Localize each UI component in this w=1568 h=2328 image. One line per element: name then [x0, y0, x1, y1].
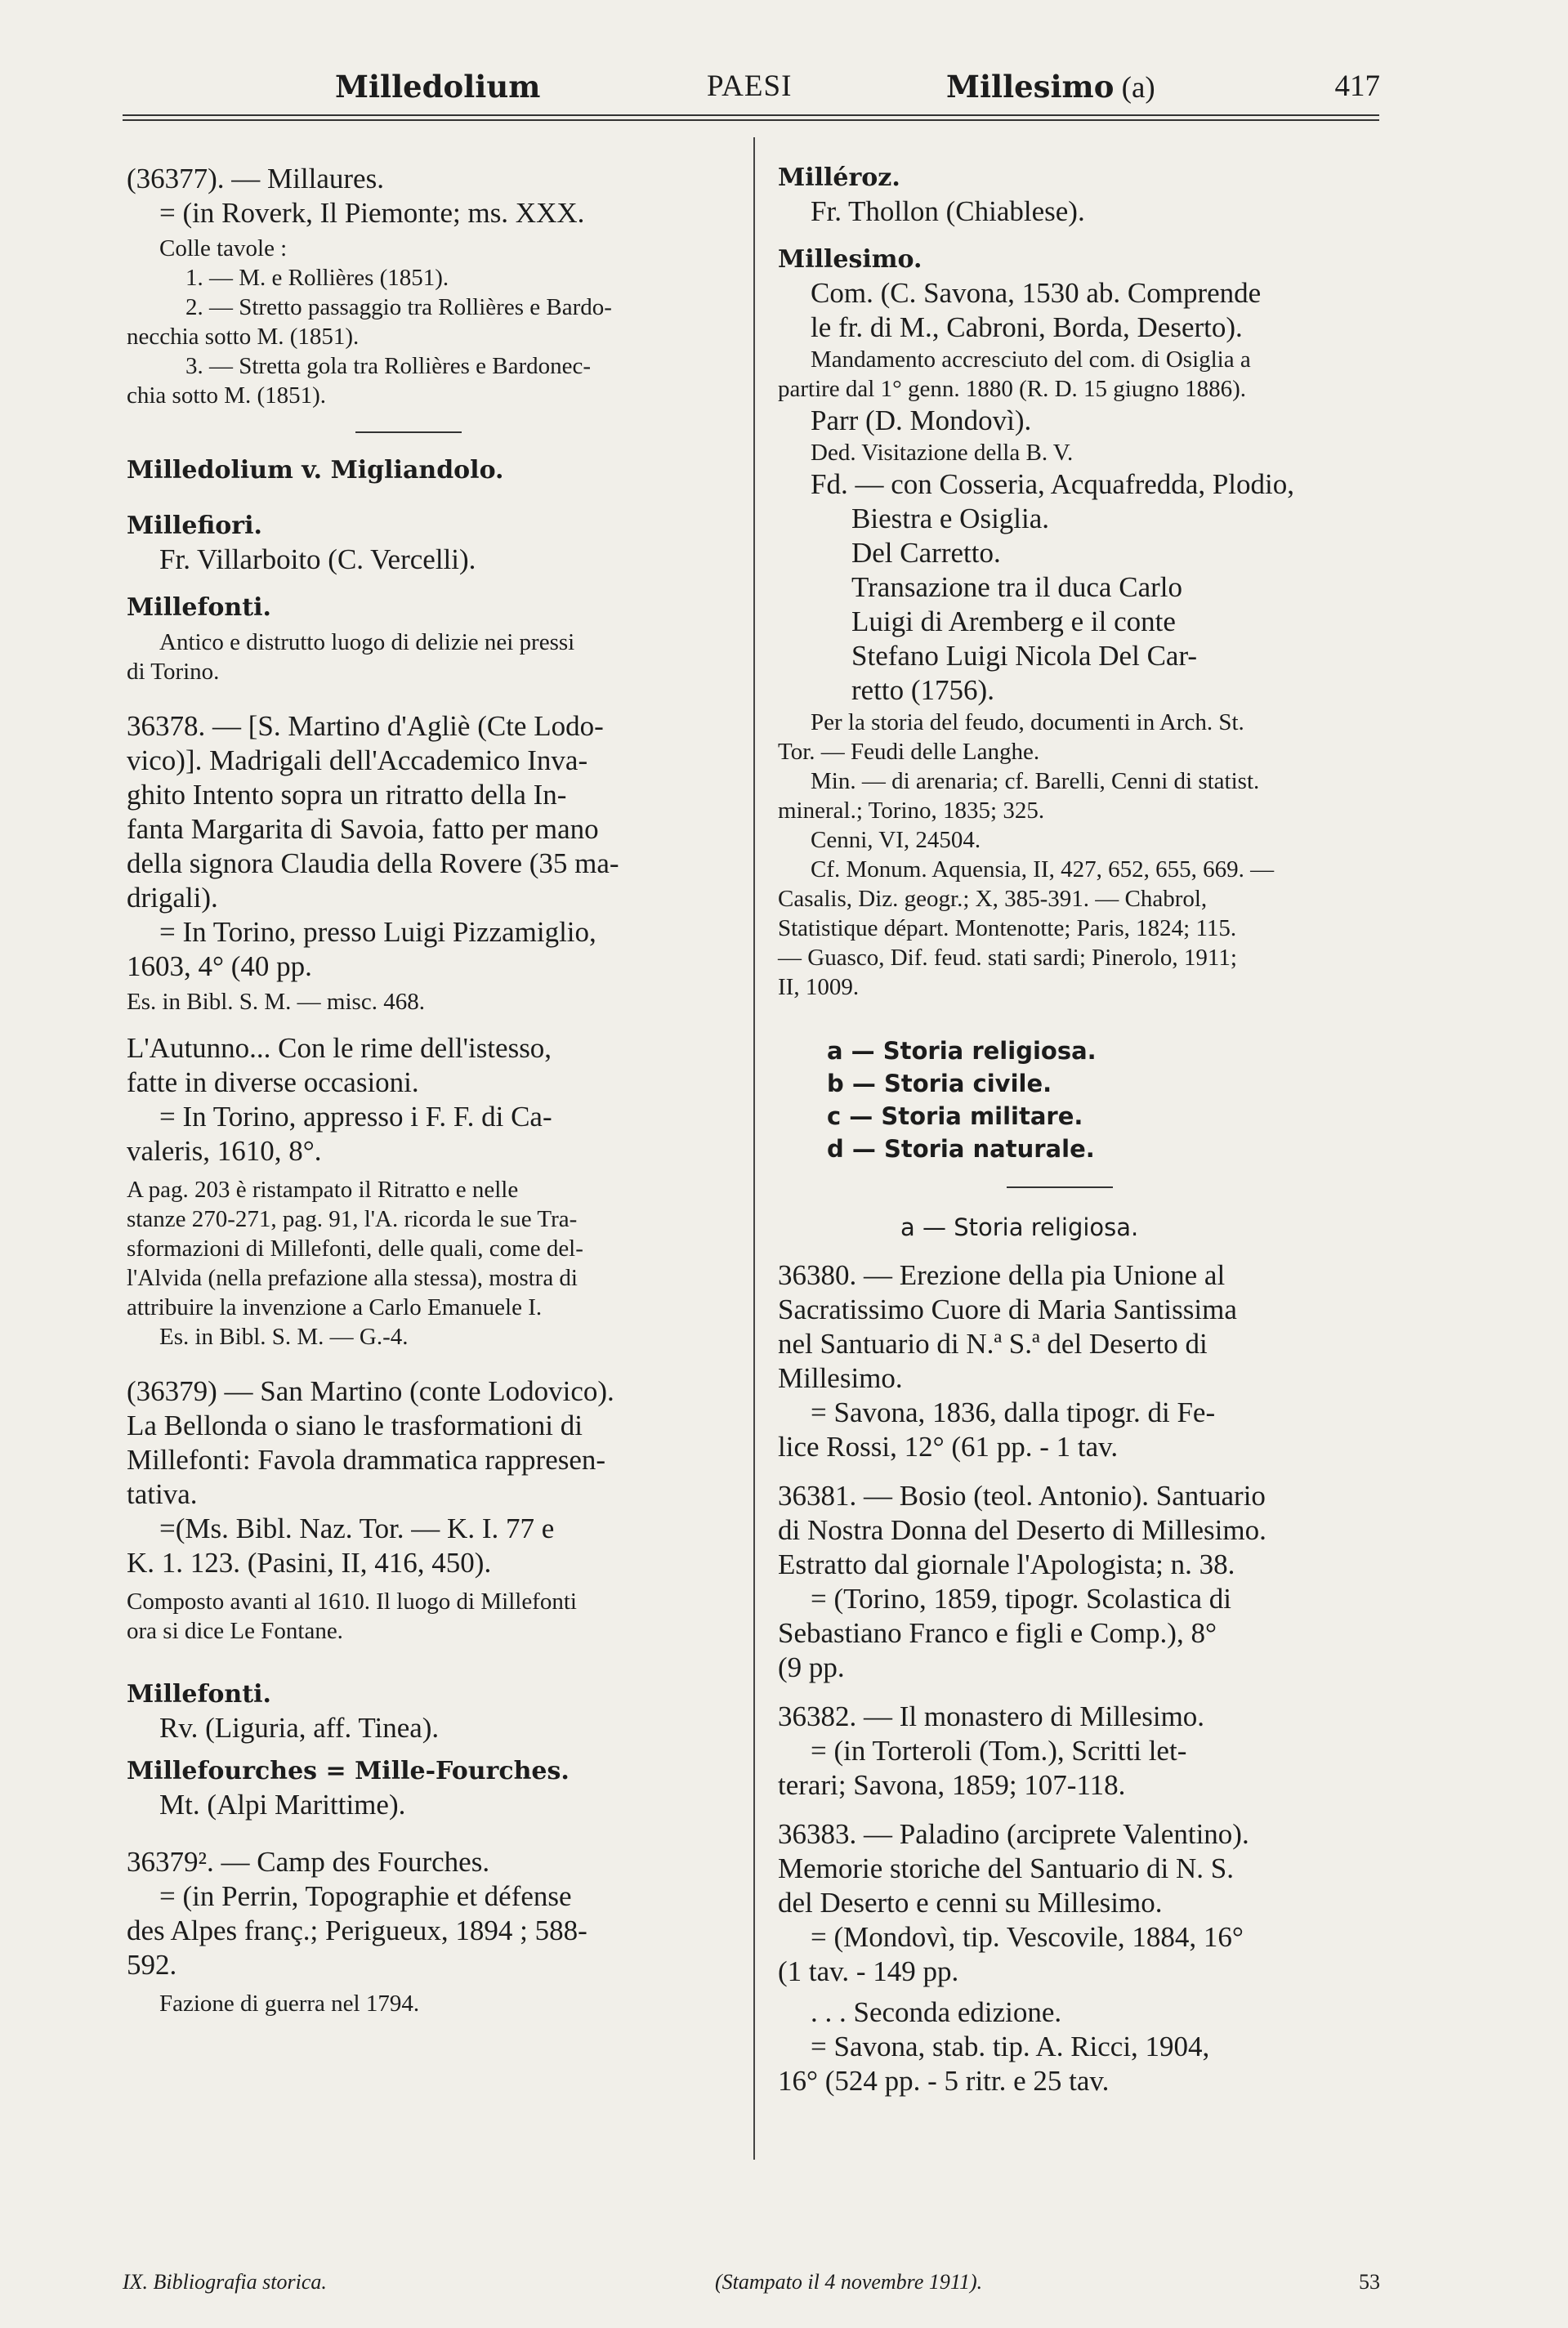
- header-right-suffix: (a): [1121, 71, 1155, 105]
- text-line: a — Storia religiosa.: [900, 1213, 1139, 1241]
- text-line: lice Rossi, 12° (61 pp. - 1 tav.: [778, 1431, 1119, 1463]
- text-line: (36379) — San Martino (conte Lodovico).: [127, 1375, 614, 1407]
- text-line: 1603, 4° (40 pp.: [127, 950, 312, 982]
- text-line: valeris, 1610, 8°.: [127, 1135, 322, 1167]
- text-line: = (Torino, 1859, tipogr. Scolastica di: [811, 1583, 1232, 1615]
- text-line: 36380. — Erezione della pia Unione al: [778, 1259, 1226, 1291]
- entry-heading: Millefonti.: [127, 1680, 271, 1709]
- text-line: attribuire la invenzione a Carlo Emanuele I.: [127, 1294, 543, 1320]
- text-line: partire dal 1° genn. 1880 (R. D. 15 giugno 1886).: [778, 376, 1246, 402]
- text-line: b — Storia civile.: [827, 1070, 1052, 1097]
- text-line: Cf. Monum. Aquensia, II, 427, 652, 655, 669. —: [811, 856, 1275, 882]
- left-column: [127, 162, 735, 2018]
- text-line: Fazione di guerra nel 1794.: [159, 1991, 420, 2017]
- page-number: 417: [1334, 69, 1380, 103]
- text-line: Antico e distrutto luogo di delizie nei pressi: [159, 629, 575, 655]
- text-line: sformazioni di Millefonti, delle quali, come del-: [127, 1235, 583, 1262]
- text-line: Memorie storiche del Santuario di N. S.: [778, 1852, 1234, 1884]
- text-line: 36381. — Bosio (teol. Antonio). Santuario: [778, 1480, 1266, 1512]
- text-line: l'Alvida (nella prefazione alla stessa), mostra di: [127, 1265, 578, 1291]
- text-line: = Savona, 1836, dalla tipogr. di Fe-: [811, 1396, 1216, 1428]
- text-line: 2. — Stretto passaggio tra Rollières e Bardo-: [185, 294, 612, 320]
- text-line: (1 tav. - 149 pp.: [778, 1955, 959, 1987]
- text-line: Statistique départ. Montenotte; Paris, 1824; 115.: [778, 915, 1237, 941]
- running-header: [123, 69, 1380, 118]
- text-line: Fr. Villarboito (C. Vercelli).: [159, 543, 476, 575]
- text-line: fatte in diverse occasioni.: [127, 1066, 419, 1098]
- text-line: = (Mondovì, tip. Vescovile, 1884, 16°: [811, 1921, 1244, 1953]
- text-line: — Guasco, Dif. feud. stati sardi; Pinerolo, 1911;: [778, 945, 1237, 971]
- text-line: 36379². — Camp des Fourches.: [127, 1846, 490, 1878]
- header-rule-bottom: [123, 119, 1379, 121]
- text-line: 1. — M. e Rollières (1851).: [185, 265, 449, 291]
- text-line: della signora Claudia della Rovere (35 ma-: [127, 847, 619, 879]
- footer-right: 53: [1359, 2270, 1380, 2294]
- text-line: 36378. — [S. Martino d'Agliè (Cte Lodo-: [127, 710, 604, 742]
- text-line: Transazione tra il duca Carlo: [851, 571, 1182, 603]
- text-line: = Savona, stab. tip. A. Ricci, 1904,: [811, 2031, 1210, 2062]
- text-line: = In Torino, presso Luigi Pizzamiglio,: [159, 916, 596, 948]
- entry-heading: Millefiori.: [127, 512, 262, 540]
- text-line: del Deserto e cenni su Millesimo.: [778, 1887, 1163, 1919]
- text-line: Stefano Luigi Nicola Del Car-: [851, 640, 1198, 672]
- text-line: = (in Roverk, Il Piemonte; ms. XXX.: [159, 197, 585, 229]
- text-line: Sacratissimo Cuore di Maria Santissima: [778, 1294, 1237, 1325]
- text-line: Luigi di Aremberg e il conte: [851, 605, 1176, 637]
- text-line: ora si dice Le Fontane.: [127, 1618, 343, 1644]
- text-line: des Alpes franç.; Perigueux, 1894 ; 588-: [127, 1915, 587, 1946]
- text-line: Colle tavole :: [159, 235, 288, 261]
- text-line: c — Storia militare.: [827, 1102, 1083, 1130]
- text-line: . . . Seconda edizione.: [811, 1996, 1062, 2028]
- entry-heading: Milledolium v. Migliandolo.: [127, 456, 504, 485]
- text-line: Cenni, VI, 24504.: [811, 827, 981, 853]
- text-line: Millefonti: Favola drammatica rappresen-: [127, 1444, 606, 1476]
- separator-rule: [1007, 1186, 1113, 1188]
- text-line: a — Storia religiosa.: [827, 1037, 1097, 1065]
- text-line: terari; Savona, 1859; 107-118.: [778, 1769, 1126, 1801]
- footer-left: IX. Bibliografia storica.: [123, 2270, 327, 2294]
- text-line: Com. (C. Savona, 1530 ab. Comprende: [811, 277, 1262, 309]
- entry-heading: Milléroz.: [778, 163, 900, 192]
- text-line: Parr (D. Mondovì).: [811, 404, 1032, 436]
- text-line: 3. — Stretta gola tra Rollières e Bardonec-: [185, 353, 592, 379]
- text-line: Del Carretto.: [851, 537, 1001, 569]
- text-line: = (in Torteroli (Tom.), Scritti let-: [811, 1735, 1187, 1767]
- text-line: Biestra e Osiglia.: [851, 503, 1050, 534]
- header-right: [946, 69, 1155, 105]
- text-line: vico)]. Madrigali dell'Accademico Inva-: [127, 744, 588, 776]
- right-column: [778, 162, 1383, 2098]
- text-line: retto (1756).: [851, 674, 994, 706]
- entry-heading: Millefourches = Mille-Fourches.: [127, 1757, 570, 1785]
- text-line: drigali).: [127, 882, 218, 914]
- text-line: Es. in Bibl. S. M. — misc. 468.: [127, 989, 425, 1015]
- text-line: di Torino.: [127, 659, 220, 685]
- text-line: Fd. — con Cosseria, Acquafredda, Plodio,: [811, 468, 1294, 500]
- text-line: Mt. (Alpi Marittime).: [159, 1789, 406, 1821]
- text-line: 16° (524 pp. - 5 ritr. e 25 tav.: [778, 2065, 1110, 2097]
- header-rule-top: [123, 114, 1379, 116]
- text-line: chia sotto M. (1851).: [127, 382, 327, 409]
- text-line: K. 1. 123. (Pasini, II, 416, 450).: [127, 1547, 492, 1579]
- header-right-word: Millesimo: [946, 69, 1115, 105]
- text-line: A pag. 203 è ristampato il Ritratto e nelle: [127, 1177, 519, 1203]
- header-left-word: Milledolium: [335, 69, 541, 105]
- text-line: 592.: [127, 1949, 177, 1981]
- text-line: Tor. — Feudi delle Langhe.: [778, 739, 1040, 765]
- text-line: nel Santuario di N.ª S.ª del Deserto di: [778, 1328, 1208, 1360]
- text-line: Per la storia del feudo, documenti in Arch. St.: [811, 709, 1244, 735]
- text-line: stanze 270-271, pag. 91, l'A. ricorda le sue Tra-: [127, 1206, 578, 1232]
- header-center-word: PAESI: [707, 69, 793, 103]
- text-line: Composto avanti al 1610. Il luogo di Millefonti: [127, 1588, 577, 1615]
- text-line: Mandamento accresciuto del com. di Osiglia a: [811, 346, 1251, 373]
- text-line: Millesimo.: [778, 1362, 903, 1394]
- text-line: Rv. (Liguria, aff. Tinea).: [159, 1712, 440, 1744]
- text-line: ghito Intento sopra un ritratto della In-: [127, 779, 567, 811]
- text-line: tativa.: [127, 1478, 198, 1510]
- text-line: Casalis, Diz. geogr.; X, 385-391. — Chabrol,: [778, 886, 1208, 912]
- text-line: le fr. di M., Cabroni, Borda, Deserto).: [811, 311, 1243, 343]
- separator-rule: [355, 431, 462, 433]
- text-line: 36383. — Paladino (arciprete Valentino).: [778, 1818, 1249, 1850]
- text-line: Fr. Thollon (Chiablese).: [811, 195, 1085, 227]
- entry-heading: Millefonti.: [127, 593, 271, 622]
- column-divider: [753, 137, 755, 2160]
- text-line: (9 pp.: [778, 1651, 845, 1683]
- entry-heading: Millesimo.: [778, 245, 922, 274]
- footer-center: (Stampato il 4 novembre 1911).: [715, 2270, 983, 2294]
- text-line: Sebastiano Franco e figli e Comp.), 8°: [778, 1617, 1217, 1649]
- text-line: (36377). — Millaures.: [127, 163, 384, 194]
- text-line: = (in Perrin, Topographie et défense: [159, 1880, 572, 1912]
- text-line: Ded. Visitazione della B. V.: [811, 440, 1074, 466]
- text-line: Es. in Bibl. S. M. — G.-4.: [159, 1324, 409, 1350]
- text-line: Min. — di arenaria; cf. Barelli, Cenni di statist.: [811, 768, 1260, 794]
- text-line: fanta Margarita di Savoia, fatto per mano: [127, 813, 599, 845]
- text-line: =(Ms. Bibl. Naz. Tor. — K. I. 77 e: [159, 1513, 555, 1544]
- text-line: mineral.; Torino, 1835; 325.: [778, 798, 1045, 824]
- text-line: di Nostra Donna del Deserto di Millesimo.: [778, 1514, 1266, 1546]
- text-line: 36382. — Il monastero di Millesimo.: [778, 1700, 1205, 1732]
- text-line: = In Torino, appresso i F. F. di Ca-: [159, 1101, 552, 1133]
- text-line: Estratto dal giornale l'Apologista; n. 38.: [778, 1548, 1235, 1580]
- text-line: d — Storia naturale.: [827, 1135, 1095, 1163]
- text-line: necchia sotto M. (1851).: [127, 324, 360, 350]
- text-line: L'Autunno... Con le rime dell'istesso,: [127, 1032, 552, 1064]
- text-line: II, 1009.: [778, 974, 860, 1000]
- text-line: La Bellonda o siano le trasformationi di: [127, 1410, 583, 1441]
